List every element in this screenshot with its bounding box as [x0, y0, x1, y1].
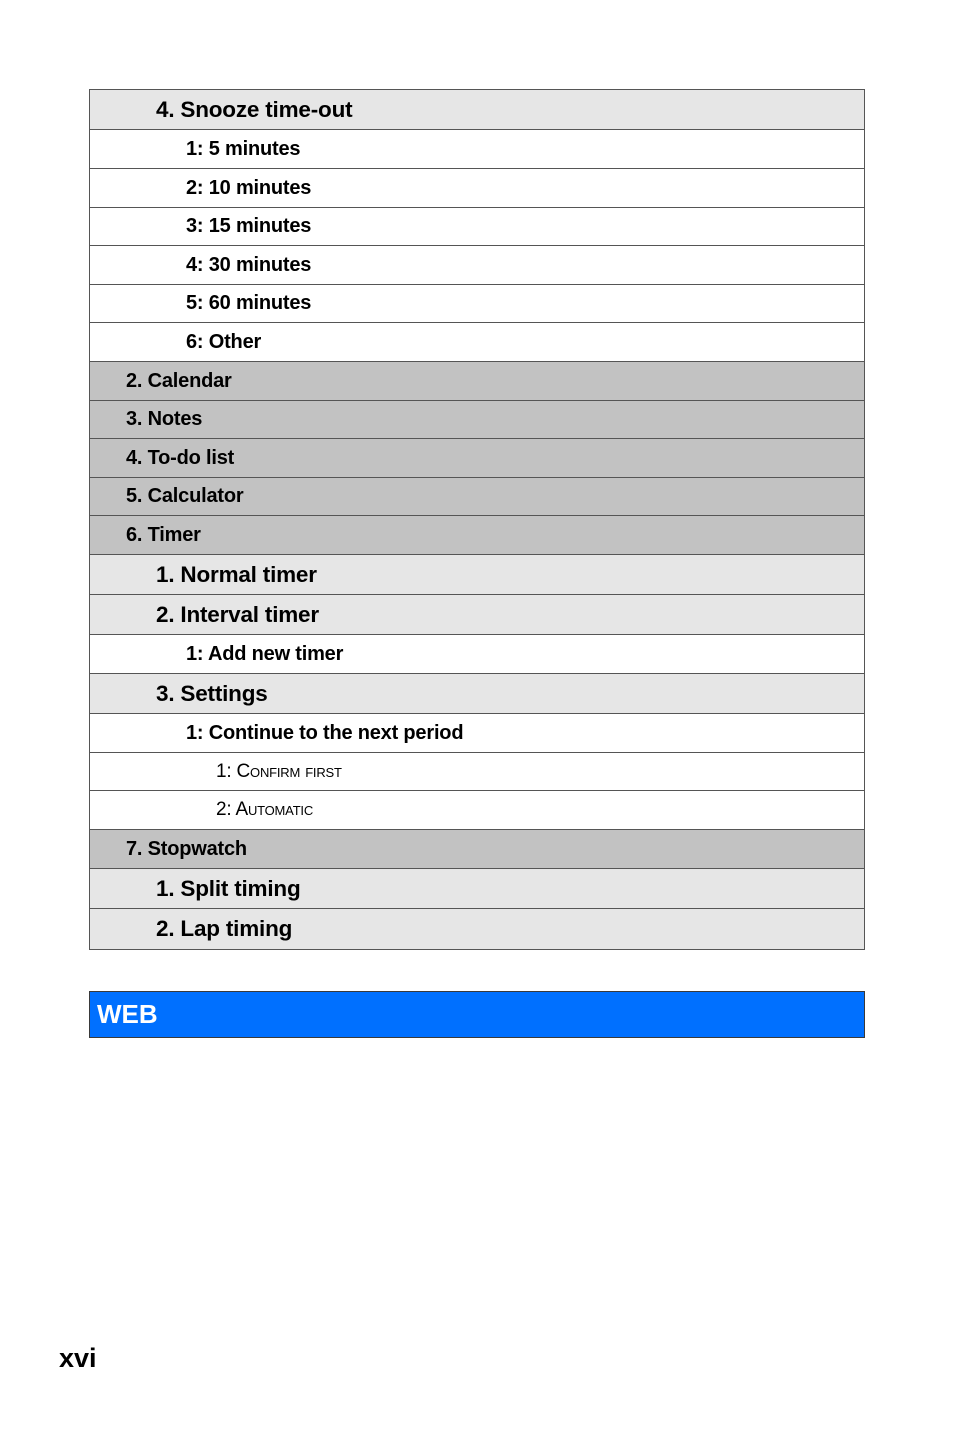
page-number: xvi — [59, 1343, 97, 1373]
menu-row-label: 4. To-do list — [126, 446, 235, 469]
menu-row-label: 2. Calendar — [126, 369, 232, 392]
menu-row — [90, 714, 864, 753]
menu-row — [90, 246, 864, 285]
section-title: WEB — [97, 999, 158, 1029]
menu-row-label: 6: Other — [186, 330, 262, 353]
menu-row-label: 2. Lap timing — [156, 916, 293, 941]
menu-row-label: 5: 60 minutes — [186, 292, 312, 314]
menu-row-label: 2. Interval timer — [156, 601, 319, 627]
menu-row — [90, 595, 864, 635]
menu-row-label: 1. Split timing — [156, 875, 301, 901]
menu-row-label: 1: Continue to the next period — [186, 721, 464, 744]
menu-row — [90, 830, 864, 869]
section-header-web — [89, 991, 865, 1038]
menu-row — [90, 674, 864, 714]
menu-row-label: 4. Snooze time-out — [156, 96, 353, 122]
menu-row-label: 2: Automatic — [216, 799, 314, 820]
menu-row-label: 4: 30 minutes — [186, 253, 312, 276]
menu-row-label: 5. Calculator — [126, 485, 244, 507]
menu-row-label: 3: 15 minutes — [186, 215, 312, 237]
menu-row — [90, 401, 864, 439]
menu-row — [90, 285, 864, 323]
menu-row — [90, 362, 864, 401]
menu-row — [90, 130, 864, 169]
menu-row-label: 1: Add new timer — [186, 642, 344, 665]
menu-row — [90, 169, 864, 208]
menu-row — [90, 90, 864, 130]
menu-row-label: 1. Normal timer — [156, 561, 317, 587]
menu-row-label: 3. Settings — [156, 680, 268, 706]
menu-row — [90, 909, 864, 949]
menu-row — [90, 323, 864, 362]
menu-row — [90, 753, 864, 791]
menu-row — [90, 869, 864, 909]
menu-table — [89, 89, 865, 950]
menu-row — [90, 439, 864, 478]
menu-row-label: 7. Stopwatch — [126, 837, 247, 860]
menu-row — [90, 516, 864, 555]
menu-row-label: 3. Notes — [126, 408, 203, 430]
menu-row — [90, 555, 864, 595]
menu-row-label: 2: 10 minutes — [186, 176, 312, 199]
menu-row — [90, 635, 864, 674]
menu-row-label: 1: 5 minutes — [186, 137, 301, 160]
menu-row — [90, 791, 864, 830]
menu-row-label: 6. Timer — [126, 523, 201, 546]
menu-row — [90, 208, 864, 246]
menu-row — [90, 478, 864, 516]
menu-row-label: 1: Confirm first — [216, 760, 342, 782]
